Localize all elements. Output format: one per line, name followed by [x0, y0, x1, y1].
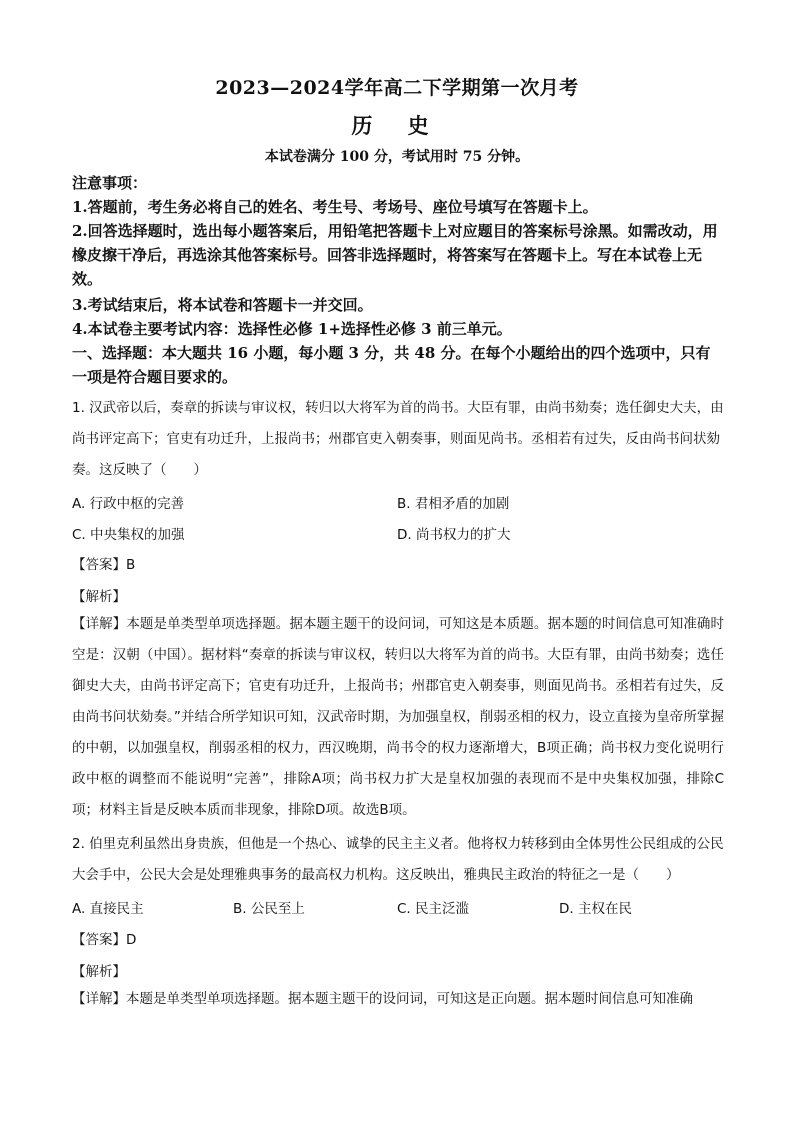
exam-info: 本试卷满分 100 分，考试用时 75 分钟。	[264, 149, 530, 165]
question-1-detail: 【详解】本题是单类型单项选择题。据本题主题干的设问词，可知这是本质题。据本题的时间信息可知准确时空是：汉朝（中国）。据材料“奏章的拆读与审议权，转归以大将军为首的尚书。大臣有罪，由尚书劾奏；选任御史大夫，由尚书评定高下；官吏有功迁升，上报尚书；州郡官吏入朝奏事，则面见尚书。丞相若有过失，反由尚书问状劾奏。”并结合所学知识可知，汉武帝时期，为加强皇权，削弱丞相的权力，设立直接为皇帝所掌握的中朝，以加强皇权，削弱丞相的权力，西汉晚期，尚书令的权力逐渐增大，B项正确；尚书权力变化说明行政中枢的调整而不能说明“完善”，排除A项；尚书权力扩大是皇权加强的表现而不是中央集权加强，排除C项；材料主旨是反映本质而非现象，排除D项。故选B项。	[72, 616, 724, 818]
question-2-answer: 【答案】D	[72, 932, 137, 948]
question-1-answer: 【答案】B	[72, 557, 136, 573]
question-2-stem: 2. 伯里克利虽然出身贵族，但他是一个热心、诚挚的民主主义者。他将权力转移到由全体男性公民组成的公民大会手中，公民大会是处理雅典事务的最高权力机构。这反映出，雅典民主政治的特征之一是（ ）	[72, 836, 724, 883]
notice-item-3: 3.考试结束后，将本试卷和答题卡一并交回。	[72, 296, 373, 314]
subject-title: 历 史	[351, 113, 443, 138]
question-1-option-d: D. 尚书权力的扩大	[397, 527, 511, 543]
question-2-option-b: B. 公民至上	[233, 901, 305, 917]
question-1-option-a: A. 行政中枢的完善	[72, 496, 185, 512]
question-2-option-c: C. 民主泛滥	[397, 901, 470, 917]
question-2-option-d: D. 主权在民	[559, 901, 632, 917]
question-1-analysis-label: 【解析】	[72, 589, 126, 605]
section-heading: 一、选择题：本大题共 16 小题，每小题 3 分，共 48 分。在每个小题给出的四个选项中，只有一项是符合题目要求的。	[72, 344, 711, 386]
question-2-detail: 【详解】本题是单类型单项选择题。据本题主题干的设问词，可知这是正向题。据本题时间信息可知准确	[72, 991, 693, 1007]
question-1-option-c: C. 中央集权的加强	[72, 527, 185, 543]
notice-heading: 注意事项：	[72, 174, 148, 192]
question-2-option-a: A. 直接民主	[72, 901, 144, 917]
notice-item-1: 1.答题前，考生务必将自己的姓名、考生号、考场号、座位号填写在答题卡上。	[72, 198, 598, 216]
exam-title: 2023—2024学年高二下学期第一次月考	[215, 77, 579, 99]
notice-item-2: 2.回答选择题时，选出每小题答案后，用铅笔把答题卡上对应题目的答案标号涂黑。如需改动，用橡皮擦干净后，再选涂其他答案标号。回答非选择题时，将答案写在答题卡上。写在本试卷上无效。	[72, 222, 718, 288]
question-2-analysis-label: 【解析】	[72, 964, 126, 980]
question-1-stem: 1. 汉武帝以后，奏章的拆读与审议权，转归以大将军为首的尚书。大臣有罪，由尚书劾奏；选任御史大夫，由尚书评定高下；官吏有功迁升，上报尚书；州郡官吏入朝奏事，则面见尚书。丞相若有过失，反由尚书问状劾奏。这反映了（ ）	[72, 400, 724, 478]
notice-item-4: 4.本试卷主要考试内容：选择性必修 1+选择性必修 3 前三单元。	[72, 320, 512, 338]
question-1-option-b: B. 君相矛盾的加剧	[397, 496, 510, 512]
